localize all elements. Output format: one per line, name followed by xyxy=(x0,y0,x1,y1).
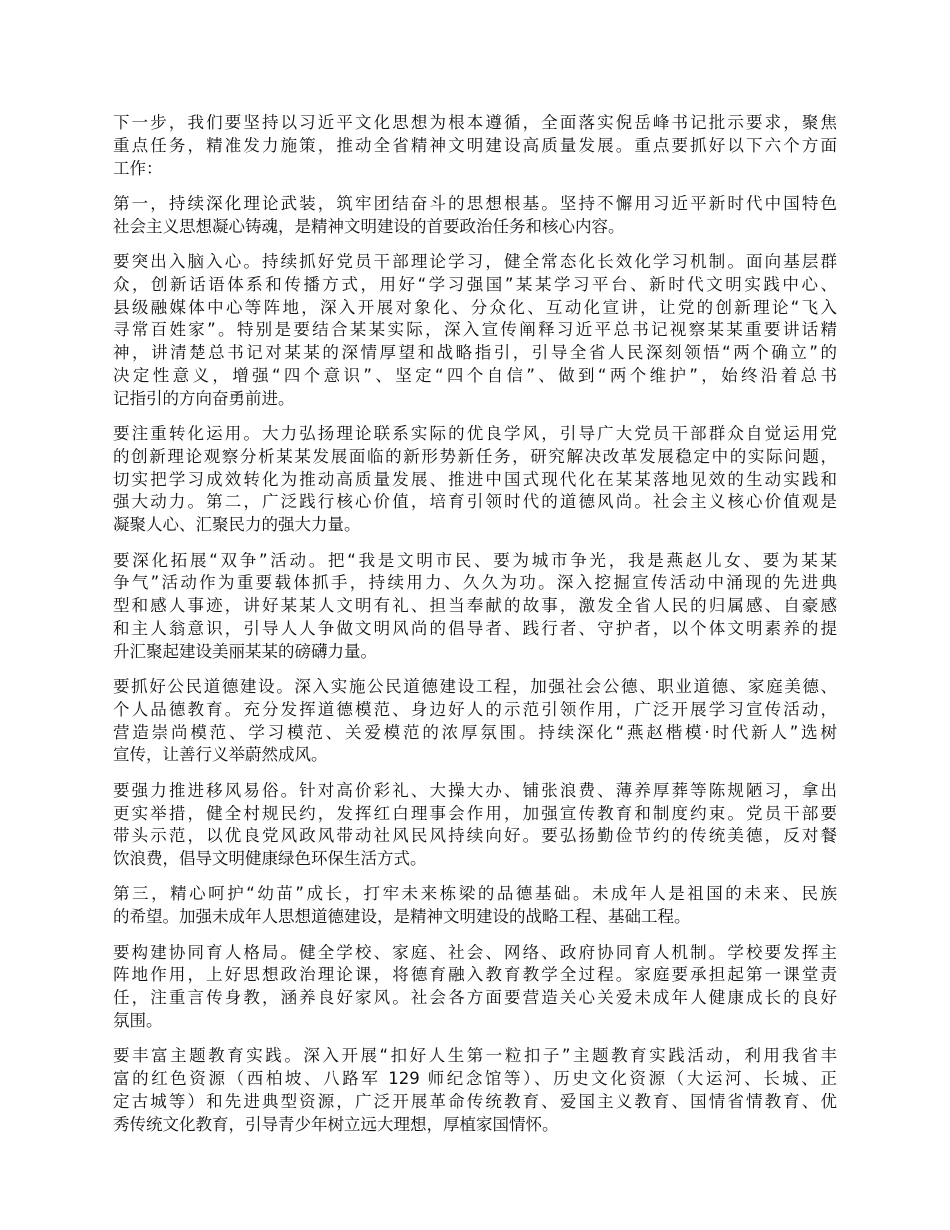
text-line: 寻常百姓家”。特别是要结合某某实际，深入宣传阐释习近平总书记视察某某重要讲话精 xyxy=(113,320,837,340)
text-line: 任，注重言传身教，涵养良好家风。社会各方面要营造关心关爱未成年人健康成长的良好 xyxy=(113,988,837,1008)
text-line: 社会主义思想凝心铸魂，是精神文明建设的首要政治任务和核心内容。 xyxy=(113,216,625,236)
text-line: 要强力推进移风易俗。针对高价彩礼、大操大办、铺张浪费、薄养厚葬等陈规陋习，拿出 xyxy=(113,780,837,800)
text-line: 记指引的方向奋勇前进。 xyxy=(113,388,295,408)
paragraph xyxy=(113,193,837,239)
paragraph xyxy=(113,942,837,1033)
text-line: 第三，精心呵护“幼苗”成长，打牢未来栋梁的品德基础。未成年人是祖国的未来、民族 xyxy=(113,884,837,904)
text-line: 重点任务，精准发力施策，推动全省精神文明建设高质量发展。重点要抓好以下六个方面 xyxy=(113,135,837,155)
paragraph xyxy=(113,676,837,767)
text-line: 升汇聚起建设美丽某某的磅礴力量。 xyxy=(113,641,377,661)
text-line: 的创新理论观察分析某某发展面临的新形势新任务，研究解决改革发展稳定中的实际问题， xyxy=(113,446,837,466)
document-body xyxy=(113,112,837,1149)
text-line: 更实举措，健全村规民约，发挥红白理事会作用，加强宣传教育和制度约束。党员干部要 xyxy=(113,803,837,823)
text-line: 阵地作用，上好思想政治理论课，将德育融入教育教学全过程。家庭要承担起第一课堂责 xyxy=(113,965,837,985)
text-line: 下一步，我们要坚持以习近平文化思想为根本遵循，全面落实倪岳峰书记批示要求，聚焦 xyxy=(113,113,837,132)
text-line: 带头示范，以优良党风政风带动社风民风持续向好。要弘扬勤俭节约的传统美德，反对餐 xyxy=(113,826,837,846)
text-line: 要突出入脑入心。持续抓好党员干部理论学习，健全常态化长效化学习机制。面向基层群 xyxy=(113,251,837,271)
text-line: 第一，持续深化理论武装，筑牢团结奋斗的思想根基。坚持不懈用习近平新时代中国特色 xyxy=(113,193,837,213)
paragraph xyxy=(113,112,837,180)
paragraph xyxy=(113,423,837,537)
text-line: 的希望。加强未成年人思想道德建设，是精神文明建设的战略工程、基础工程。 xyxy=(113,907,691,927)
text-line: 要深化拓展“双争”活动。把“我是文明市民、要为城市争光，我是燕赵儿女、要为某某 xyxy=(113,550,837,570)
paragraph xyxy=(113,251,837,411)
text-line: 个人品德教育。充分发挥道德模范、身边好人的示范引领作用，广泛开展学习宣传活动， xyxy=(113,699,837,719)
text-line: 县级融媒体中心等阵地，深入开展对象化、分众化、互动化宣讲，让党的创新理论“飞入 xyxy=(113,297,837,317)
text-line: 宣传，让善行义举蔚然成风。 xyxy=(113,745,328,765)
text-line: 要构建协同育人格局。健全学校、家庭、社会、网络、政府协同育人机制。学校要发挥主 xyxy=(113,942,837,962)
text-line: 营造崇尚模范、学习模范、关爱模范的浓厚氛围。持续深化“燕赵楷模·时代新人”选树 xyxy=(113,722,837,742)
paragraph xyxy=(113,1045,837,1136)
text-line: 定古城等）和先进典型资源，广泛开展革命传统教育、爱国主义教育、国情省情教育、优 xyxy=(113,1091,837,1111)
text-line: 型和感人事迹，讲好某某人文明有礼、担当奉献的故事，激发全省人民的归属感、自豪感 xyxy=(113,596,837,616)
text-line: 决定性意义，增强“四个意识”、坚定“四个自信”、做到“两个维护”，始终沿着总书 xyxy=(113,365,837,385)
text-line: 饮浪费，倡导文明健康绿色环保生活方式。 xyxy=(113,849,427,869)
text-line: 要抓好公民道德建设。深入实施公民道德建设工程，加强社会公德、职业道德、家庭美德、 xyxy=(113,677,837,697)
text-line: 工作： xyxy=(113,158,163,178)
paragraph xyxy=(113,550,837,664)
text-line: 切实把学习成效转化为推动高质量发展、推进中国式现代化在某某落地见效的生动实践和 xyxy=(113,469,837,489)
text-line: 要丰富主题教育实践。深入开展“扣好人生第一粒扣子”主题教育实践活动，利用我省丰 xyxy=(113,1046,837,1066)
text-line: 秀传统文化教育，引导青少年树立远大理想，厚植家国情怀。 xyxy=(113,1114,559,1134)
text-line: 富的红色资源（西柏坡、八路军 129 师纪念馆等）、历史文化资源（大运河、长城、正 xyxy=(113,1068,837,1088)
text-line: 争气”活动作为重要载体抓手，持续用力、久久为功。深入挖掘宣传活动中涌现的先进典 xyxy=(113,573,837,593)
paragraph xyxy=(113,780,837,871)
text-line: 众，创新话语体系和传播方式，用好“学习强国”某某学习平台、新时代文明实践中心、 xyxy=(113,274,837,294)
text-line: 强大动力。第二，广泛践行核心价值，培育引领时代的道德风尚。社会主义核心价值观是 xyxy=(113,492,837,512)
paragraph xyxy=(113,883,837,929)
text-line: 和主人翁意识，引导人人争做文明风尚的倡导者、践行者、守护者，以个体文明素养的提 xyxy=(113,618,837,638)
text-line: 要注重转化运用。大力弘扬理论联系实际的优良学风，引导广大党员干部群众自觉运用党 xyxy=(113,424,837,444)
text-line: 氛围。 xyxy=(113,1010,163,1030)
text-line: 神，讲清楚总书记对某某的深情厚望和战略指引，引导全省人民深刻领悟“两个确立”的 xyxy=(113,343,837,363)
text-line: 凝聚人心、汇聚民力的强大力量。 xyxy=(113,515,361,535)
